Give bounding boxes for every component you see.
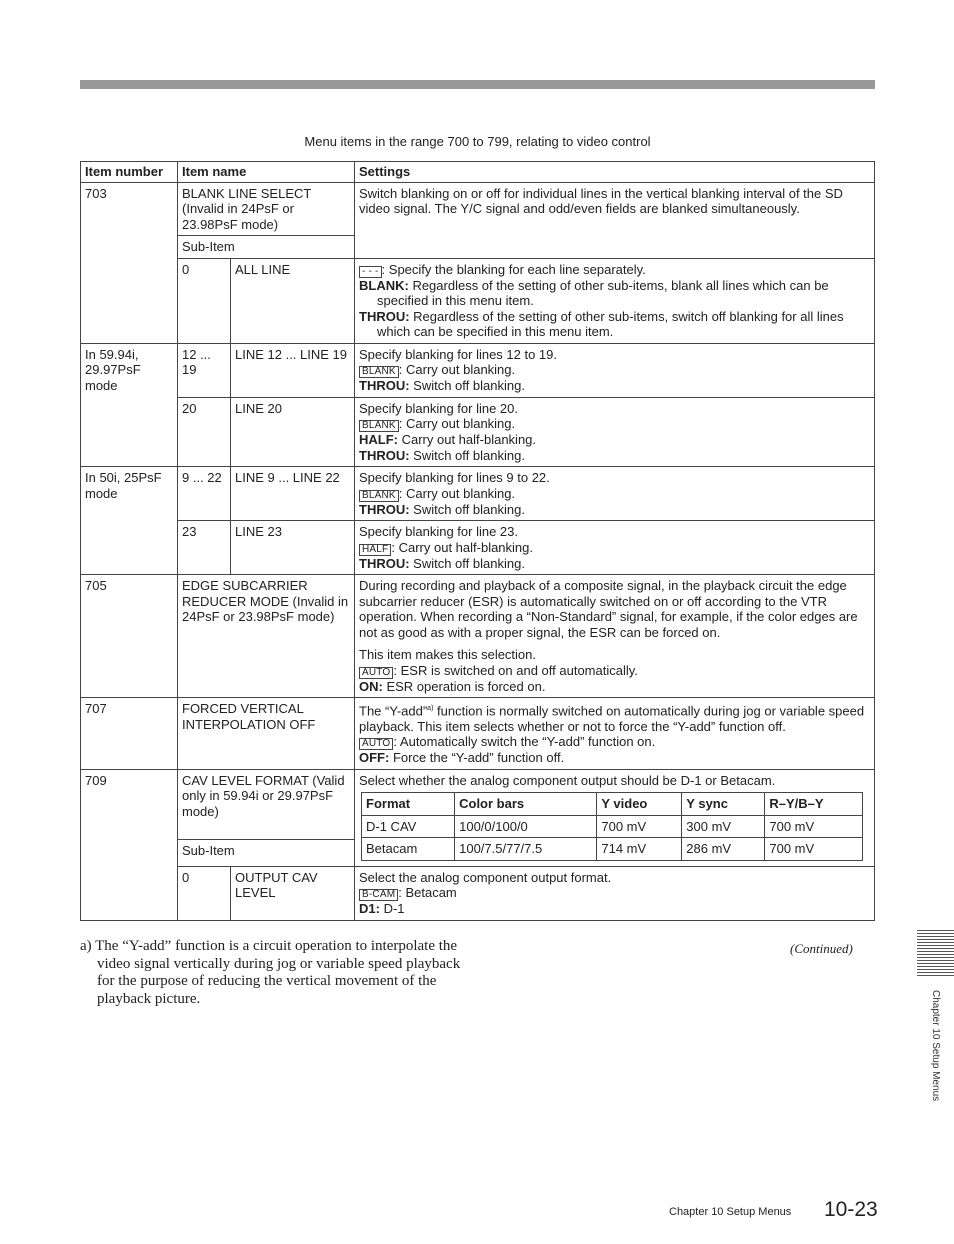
setting-text: Select whether the analog component output should be D-1 or Betacam. xyxy=(359,772,776,788)
mode-label: In 50i, 25PsF mode xyxy=(81,467,178,575)
cav-cell: 700 mV xyxy=(765,815,863,838)
item-number: 707 xyxy=(81,698,178,770)
header-item-name: Item name xyxy=(178,162,355,183)
sub-item-number: 23 xyxy=(178,521,231,575)
sub-item-name: ALL LINE xyxy=(231,258,355,343)
cav-header-cell: Format xyxy=(362,793,455,816)
setting-text: : Carry out blanking. xyxy=(398,416,516,431)
setting-text: Regardless of the setting of other sub-items, switch off blanking for all lines which can be specified in this menu item. xyxy=(377,308,844,339)
sub-item-name: OUTPUT CAV LEVEL xyxy=(231,866,355,920)
setting-label: THROU: xyxy=(359,378,410,393)
cav-level-table xyxy=(361,792,863,861)
footer-chapter: Chapter 10 Setup Menus xyxy=(669,1206,792,1218)
setting-label: BLANK: xyxy=(359,277,409,293)
setting-text: function is normally switched on automatically during jog or variable speed playback. This item selects whether or not to force the “Y-add” function off. xyxy=(359,703,865,734)
default-key: BLANK xyxy=(359,420,399,432)
default-key: BLANK xyxy=(359,366,399,378)
setting-label: THROU: xyxy=(359,308,410,324)
table-row xyxy=(81,182,875,236)
default-key: AUTO xyxy=(359,738,393,750)
settings-cell xyxy=(355,698,875,770)
setting-text: During recording and playback of a composite signal, in the playback circuit the edge subcarrier reducer (ESR) is automatically switched on or off according to the VTR operation. When recording a “Non-Standard” signal, for example, if the color edges are not as good as with a proper signal, the ESR can be forced on. xyxy=(359,578,858,640)
footnote xyxy=(80,938,475,1008)
cav-cell: 286 mV xyxy=(682,838,765,861)
table-row xyxy=(81,521,875,575)
setting-text: Switch off blanking. xyxy=(409,501,525,517)
table-row xyxy=(81,397,875,467)
setting-text: : Specify the blanking for each line separately. xyxy=(381,261,646,277)
cav-table-header xyxy=(362,793,863,816)
setting-text: D-1 xyxy=(379,901,405,917)
settings-cell xyxy=(355,397,875,467)
footnote-marker: a) xyxy=(427,705,434,712)
setting-text: Specify blanking for line 20. xyxy=(359,400,518,416)
setting-label: THROU: xyxy=(359,501,410,517)
video-control-table xyxy=(80,161,875,921)
sub-item-number: 20 xyxy=(178,397,231,467)
mode-label: In 59.94i, 29.97PsF mode xyxy=(81,343,178,467)
settings-cell xyxy=(355,769,875,866)
item-name: CAV LEVEL FORMAT (Valid only in 59.94i or 29.97PsF mode) xyxy=(178,769,355,839)
setting-text: Specify blanking for lines 9 to 22. xyxy=(359,470,550,485)
setting-text: Specify blanking for line 23. xyxy=(359,524,518,539)
item-name: BLANK LINE SELECT (Invalid in 24PsF or 23.98PsF mode) xyxy=(178,182,355,236)
default-key: B-CAM xyxy=(359,889,398,901)
sub-item-name: LINE 23 xyxy=(231,521,355,575)
sub-item-number: 0 xyxy=(178,258,231,343)
setting-text: : Automatically switch the “Y-add” function on. xyxy=(393,734,656,750)
cav-cell: 100/7.5/77/7.5 xyxy=(455,838,597,861)
setting-text: Select the analog component output format. xyxy=(359,869,612,885)
settings-cell xyxy=(355,575,875,698)
item-number: 703 xyxy=(81,182,178,343)
footnote-text: a) The “Y-add” function is a circuit operation to interpolate the video signal vertically during jog or variable speed playback for the purpose of reducing the vertical movement of the playback picture. xyxy=(80,938,461,1007)
table-row xyxy=(81,467,875,521)
setting-text: Force the “Y-add” function off. xyxy=(389,750,565,766)
item-number: 705 xyxy=(81,575,178,698)
sub-item-number: 12 ... 19 xyxy=(178,343,231,397)
setting-label: HALF: xyxy=(359,432,398,447)
setting-text: : ESR is switched on and off automatically. xyxy=(393,662,638,678)
default-key: AUTO xyxy=(359,667,393,679)
setting-label: ON: xyxy=(359,678,383,694)
setting-text: Specify blanking for lines 12 to 19. xyxy=(359,346,558,362)
cav-cell: 300 mV xyxy=(682,815,765,838)
cav-header-cell: Color bars xyxy=(455,793,597,816)
cav-cell: D-1 CAV xyxy=(362,815,455,838)
cav-header-cell: Y video xyxy=(597,793,682,816)
cav-header-cell: R–Y/B–Y xyxy=(765,793,863,816)
setting-text: Switch off blanking. xyxy=(409,447,525,463)
setting-text: Switch off blanking. xyxy=(409,555,525,571)
table-row xyxy=(81,258,875,343)
sub-item-name: LINE 9 ... LINE 22 xyxy=(231,467,355,521)
settings-cell xyxy=(355,258,875,343)
header-rule xyxy=(80,80,875,89)
sub-item-number: 9 ... 22 xyxy=(178,467,231,521)
settings-cell xyxy=(355,467,875,521)
default-key: HALF xyxy=(359,544,391,556)
item-name: FORCED VERTICAL INTERPOLATION OFF xyxy=(178,698,355,770)
cav-table-row xyxy=(362,815,863,838)
setting-text: : Carry out blanking. xyxy=(398,362,516,377)
table-row xyxy=(81,769,875,839)
settings-text: Switch blanking on or off for individual lines in the vertical blanking interval of the SD video signal. The Y/C signal and odd/even fields are blanked simultaneously. xyxy=(355,182,875,258)
default-key: BLANK xyxy=(359,490,399,502)
settings-cell xyxy=(355,343,875,397)
setting-text: : Carry out blanking. xyxy=(398,485,516,501)
settings-cell xyxy=(355,521,875,575)
table-header-row xyxy=(81,162,875,183)
header-item-number: Item number xyxy=(81,162,178,183)
setting-label: THROU: xyxy=(359,447,410,463)
table-row xyxy=(81,343,875,397)
cav-cell: 714 mV xyxy=(597,838,682,861)
setting-text: Switch off blanking. xyxy=(409,378,525,393)
setting-text: : Carry out half-blanking. xyxy=(391,539,533,555)
table-row xyxy=(81,698,875,770)
item-number: 709 xyxy=(81,769,178,920)
setting-text: Carry out half-blanking. xyxy=(398,432,537,447)
table-row xyxy=(81,866,875,920)
cav-table-row xyxy=(362,838,863,861)
sub-item-label: Sub-Item xyxy=(178,236,355,259)
setting-text: This item makes this selection. xyxy=(359,647,537,662)
setting-text: ESR operation is forced on. xyxy=(382,678,546,694)
setting-label: OFF: xyxy=(359,750,390,766)
cav-cell: 700 mV xyxy=(765,838,863,861)
setting-label: THROU: xyxy=(359,555,410,571)
cav-cell: Betacam xyxy=(362,838,455,861)
sub-item-name: LINE 20 xyxy=(231,397,355,467)
settings-cell xyxy=(355,866,875,920)
default-key: - - - xyxy=(359,266,382,278)
setting-text: The “Y-add” xyxy=(359,703,428,719)
item-name: EDGE SUBCARRIER REDUCER MODE (Invalid in 24PsF or 23.98PsF mode) xyxy=(178,575,355,698)
sub-item-name: LINE 12 ... LINE 19 xyxy=(231,343,355,397)
header-settings: Settings xyxy=(355,162,875,183)
cav-cell: 100/0/100/0 xyxy=(455,815,597,838)
setting-label: D1: xyxy=(359,901,380,917)
page-number: 10-23 xyxy=(824,1198,878,1221)
setting-text: : Betacam xyxy=(398,885,457,901)
sub-item-label: Sub-Item xyxy=(178,839,355,866)
chapter-thumb-tab xyxy=(917,930,954,976)
side-chapter-label: Chapter 10 Setup Menus xyxy=(930,990,941,1102)
continued-note: (Continued) xyxy=(790,941,853,956)
setting-text: Regardless of the setting of other sub-items, blank all lines which can be specified in this menu item. xyxy=(377,277,829,308)
cav-cell: 700 mV xyxy=(597,815,682,838)
sub-item-number: 0 xyxy=(178,866,231,920)
cav-header-cell: Y sync xyxy=(682,793,765,816)
table-row xyxy=(81,575,875,698)
table-caption: Menu items in the range 700 to 799, relating to video control xyxy=(304,134,651,149)
